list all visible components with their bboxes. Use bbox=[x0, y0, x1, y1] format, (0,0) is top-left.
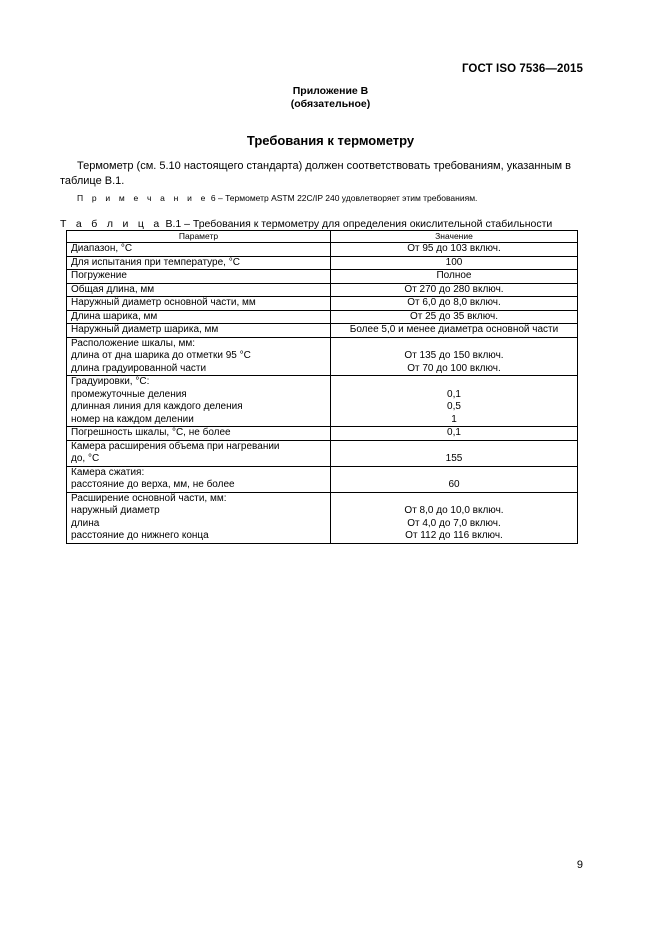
value-cell bbox=[331, 297, 578, 311]
param-line: Общая длина, мм bbox=[71, 283, 155, 295]
value-cell bbox=[331, 283, 578, 297]
value-line: 100 bbox=[445, 256, 463, 268]
param-line: Камера сжатия: bbox=[71, 466, 145, 478]
table-row bbox=[67, 376, 578, 427]
param-line: длина bbox=[71, 517, 100, 529]
header-value: Значение bbox=[331, 231, 578, 243]
table-row bbox=[67, 440, 578, 466]
table-row bbox=[67, 270, 578, 284]
value-cell bbox=[331, 440, 578, 466]
param-line: Погрешность шкалы, °С, не более bbox=[71, 427, 231, 438]
standard-code: ГОСТ ISO 7536—2015 bbox=[461, 63, 583, 75]
value-line bbox=[335, 376, 573, 389]
param-line: длинная линия для каждого деления bbox=[71, 401, 243, 412]
table-row bbox=[67, 466, 578, 492]
value-cell bbox=[331, 256, 578, 270]
param-cell bbox=[67, 492, 331, 543]
param-line: номер на каждом делении bbox=[71, 413, 194, 425]
param-line: Расширение основной части, мм: bbox=[71, 492, 227, 504]
table-row bbox=[67, 297, 578, 311]
param-line: расстояние до верха, мм, не более bbox=[71, 479, 235, 490]
value-line: От 112 до 116 включ. bbox=[405, 530, 503, 541]
param-line: длина градуированной части bbox=[71, 362, 207, 374]
value-line: 1 bbox=[451, 413, 457, 425]
annex-heading bbox=[0, 85, 661, 111]
value-cell bbox=[331, 376, 578, 427]
param-line: Расположение шкалы, мм: bbox=[71, 337, 196, 349]
requirements-table bbox=[66, 230, 578, 544]
param-line: Длина шарика, мм bbox=[71, 310, 158, 322]
param-cell bbox=[67, 427, 331, 441]
value-cell bbox=[331, 492, 578, 543]
param-line: Наружный диаметр основной части, мм bbox=[71, 297, 256, 308]
table-row bbox=[67, 243, 578, 257]
param-line: Наружный диаметр шарика, мм bbox=[71, 324, 219, 335]
param-cell bbox=[67, 283, 331, 297]
param-cell bbox=[67, 243, 331, 257]
value-cell bbox=[331, 337, 578, 376]
value-line: Полное bbox=[436, 270, 472, 281]
table-header-row bbox=[67, 231, 578, 243]
value-line bbox=[335, 338, 573, 351]
value-line: От 8,0 до 10,0 включ. bbox=[404, 505, 504, 516]
table-row bbox=[67, 492, 578, 543]
value-line: От 135 до 150 включ. bbox=[404, 350, 504, 361]
param-line: Градуировки, °С: bbox=[71, 376, 150, 387]
param-line: до, °С bbox=[71, 453, 100, 464]
value-line: От 25 до 35 включ. bbox=[409, 310, 499, 322]
value-line: 0,5 bbox=[447, 401, 461, 412]
value-line: От 95 до 103 включ. bbox=[407, 243, 501, 254]
annex-title: Приложение В bbox=[292, 85, 369, 97]
table-caption-text: В.1 – Требования к термометру для определения окислительной стабильности bbox=[162, 218, 553, 230]
note-label: П р и м е ч а н и е bbox=[77, 193, 209, 203]
header-param: Параметр bbox=[67, 231, 331, 243]
table-caption-label: Т а б л и ц а bbox=[60, 218, 163, 230]
value-line: 155 bbox=[445, 453, 463, 464]
value-cell bbox=[331, 324, 578, 338]
value-line: 0,1 bbox=[447, 427, 461, 438]
value-line: От 6,0 до 8,0 включ. bbox=[407, 297, 501, 308]
param-line: Для испытания при температуре, °С bbox=[71, 256, 240, 268]
param-line: Камера расширения объема при нагревании bbox=[71, 440, 280, 452]
table-row bbox=[67, 337, 578, 376]
table-row bbox=[67, 324, 578, 338]
param-cell bbox=[67, 256, 331, 270]
note-text: 6 – Термометр ASTM 22C/IP 240 удовлетворяет этим требованиям. bbox=[208, 193, 478, 203]
value-line: 60 bbox=[448, 479, 460, 490]
param-line: Диапазон, °С bbox=[71, 243, 133, 254]
value-line bbox=[335, 493, 573, 506]
value-line bbox=[335, 467, 573, 480]
value-line bbox=[335, 441, 573, 454]
table-caption bbox=[60, 218, 582, 230]
section-title: Требования к термометру bbox=[246, 133, 415, 148]
param-line: наружный диаметр bbox=[71, 505, 160, 516]
param-cell bbox=[67, 376, 331, 427]
value-line: От 270 до 280 включ. bbox=[404, 283, 504, 295]
table-row bbox=[67, 427, 578, 441]
value-cell bbox=[331, 243, 578, 257]
value-cell bbox=[331, 310, 578, 324]
table-row bbox=[67, 256, 578, 270]
value-cell bbox=[331, 466, 578, 492]
intro-paragraph: Термометр (см. 5.10 настоящего стандарта) должен соответствовать требованиям, указанным в таблице В.1. bbox=[60, 160, 571, 187]
param-cell bbox=[67, 270, 331, 284]
param-cell bbox=[67, 324, 331, 338]
param-cell bbox=[67, 310, 331, 324]
param-cell bbox=[67, 440, 331, 466]
param-cell bbox=[67, 297, 331, 311]
value-line: Более 5,0 и менее диаметра основной части bbox=[349, 324, 559, 335]
note bbox=[77, 193, 582, 203]
param-cell bbox=[67, 466, 331, 492]
param-line: Погружение bbox=[71, 270, 127, 281]
param-line: расстояние до нижнего конца bbox=[71, 530, 209, 541]
table-row bbox=[67, 310, 578, 324]
value-line: От 4,0 до 7,0 включ. bbox=[407, 517, 501, 529]
value-cell bbox=[331, 427, 578, 441]
value-line: 0,1 bbox=[447, 388, 461, 400]
param-line: длина от дна шарика до отметки 95 °С bbox=[71, 350, 251, 361]
table-row bbox=[67, 283, 578, 297]
param-line: промежуточные деления bbox=[71, 388, 187, 400]
value-line: От 70 до 100 включ. bbox=[407, 362, 501, 374]
value-cell bbox=[331, 270, 578, 284]
annex-status: (обязательное) bbox=[290, 98, 371, 110]
page-number: 9 bbox=[576, 859, 583, 871]
param-cell bbox=[67, 337, 331, 376]
table-body bbox=[67, 243, 578, 544]
